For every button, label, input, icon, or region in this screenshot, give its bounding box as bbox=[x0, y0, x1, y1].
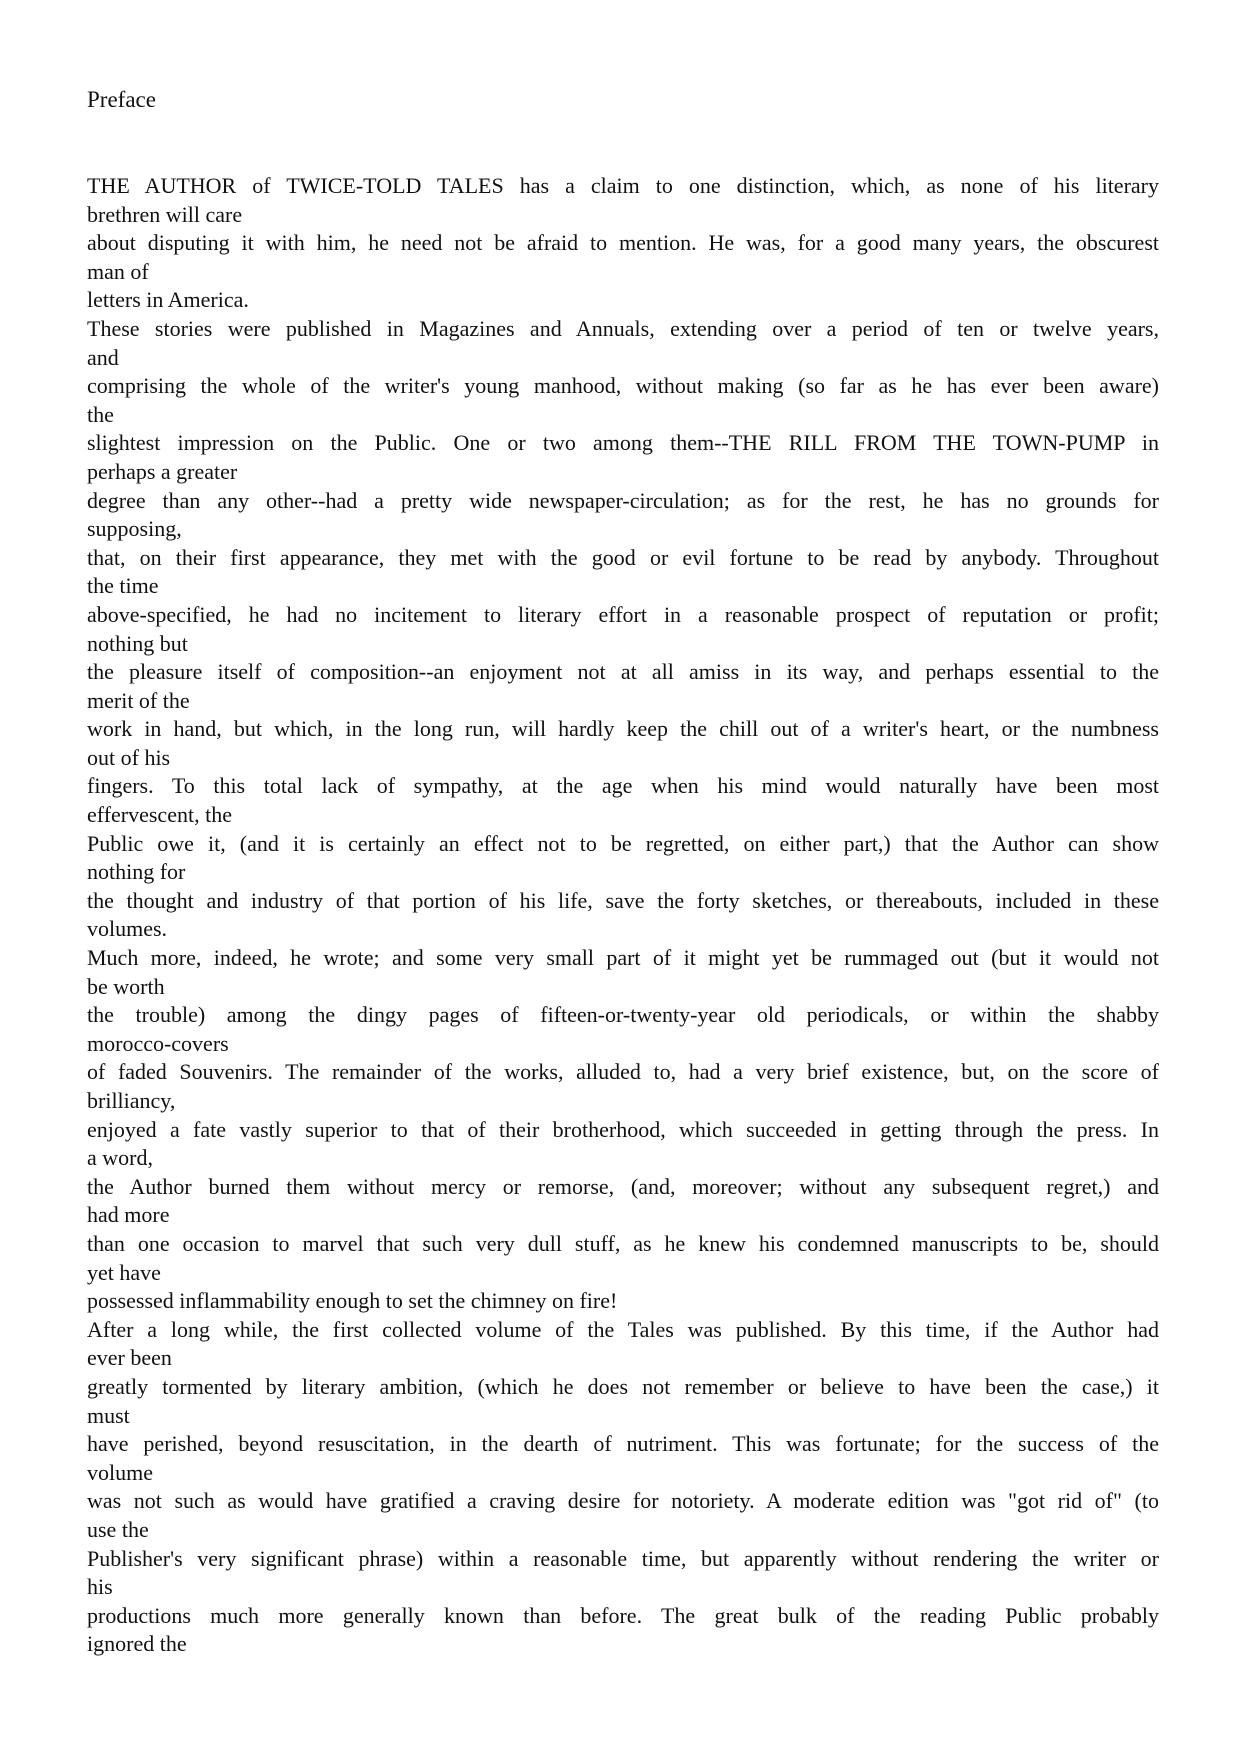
text-line: the pleasure itself of composition--an enjoyment not at all amiss in its way, and perhaps essential to the bbox=[87, 659, 1159, 685]
text-line: Publisher's very significant phrase) within a reasonable time, but apparently without rendering the writer or bbox=[87, 1545, 1159, 1571]
text-line: productions much more generally known than before. The great bulk of the reading Public probably bbox=[87, 1602, 1159, 1628]
text-line: about disputing it with him, he need not be afraid to mention. He was, for a good many years, the obscurest bbox=[87, 230, 1159, 256]
text-line: enjoyed a fate vastly superior to that of their brotherhood, which succeeded in getting through the press. In bbox=[87, 1116, 1159, 1142]
text-line: the bbox=[87, 401, 114, 427]
text-line: have perished, beyond resuscitation, in the dearth of nutriment. This was fortunate; for the success of the bbox=[87, 1431, 1159, 1457]
text-line: above-specified, he had no incitement to literary effort in a reasonable prospect of reputation or profit; bbox=[87, 601, 1159, 627]
text-line: brilliancy, bbox=[87, 1088, 176, 1113]
text-line: of faded Souvenirs. The remainder of the works, alluded to, had a very brief existence, but, on the score of bbox=[87, 1059, 1159, 1085]
text-line: Public owe it, (and it is certainly an effect not to be regretted, on either part,) that the Author can show bbox=[87, 830, 1159, 856]
text-line: THE AUTHOR of TWICE-TOLD TALES has a claim to one distinction, which, as none of his literary bbox=[87, 173, 1159, 198]
text-line: possessed inflammability enough to set the chimney on fire! bbox=[87, 1288, 618, 1314]
text-line: effervescent, the bbox=[87, 802, 232, 828]
text-line: ignored the bbox=[87, 1631, 187, 1657]
text-line: and bbox=[87, 344, 119, 370]
text-line: must bbox=[87, 1402, 130, 1428]
text-line: had more bbox=[87, 1202, 170, 1228]
text-line: the thought and industry of that portion of his life, save the forty sketches, or thereabouts, included in these bbox=[87, 887, 1159, 913]
text-line: was not such as would have gratified a craving desire for notoriety. A moderate edition was "got rid of" (to bbox=[87, 1488, 1159, 1514]
text-line: greatly tormented by literary ambition, (which he does not remember or believe to have been the case,) it bbox=[87, 1373, 1159, 1399]
text-line: perhaps a greater bbox=[87, 458, 238, 484]
text-line: nothing for bbox=[87, 859, 186, 885]
text-line: the trouble) among the dingy pages of fifteen-or-twenty-year old periodicals, or within the shabby bbox=[87, 1002, 1159, 1028]
text-line: supposing, bbox=[87, 516, 182, 542]
text-line: use the bbox=[87, 1516, 149, 1542]
text-line: a word, bbox=[87, 1145, 153, 1171]
text-line: fingers. To this total lack of sympathy, at the age when his mind would naturally have been most bbox=[87, 773, 1159, 799]
text-line: ever been bbox=[87, 1345, 172, 1371]
text-line: After a long while, the first collected volume of the Tales was published. By this time, if the Author had bbox=[87, 1316, 1159, 1342]
text-line: comprising the whole of the writer's young manhood, without making (so far as he has ever been aware) bbox=[87, 373, 1159, 399]
text-line: letters in America. bbox=[87, 287, 249, 313]
text-line: slightest impression on the Public. One or two among them--THE RILL FROM THE TOWN-PUMP in bbox=[87, 430, 1159, 456]
text-line: yet have bbox=[87, 1259, 161, 1285]
page-title: Preface bbox=[87, 87, 156, 112]
text-line: merit of the bbox=[87, 687, 190, 713]
text-line: his bbox=[87, 1574, 113, 1600]
text-line: These stories were published in Magazines and Annuals, extending over a period of ten or twelve years, bbox=[87, 315, 1159, 341]
text-line: morocco-covers bbox=[87, 1030, 229, 1056]
text-line: the Author burned them without mercy or remorse, (and, moreover; without any subsequent regret,) and bbox=[87, 1173, 1159, 1199]
text-line: the time bbox=[87, 573, 159, 599]
text-line: degree than any other--had a pretty wide newspaper-circulation; as for the rest, he has no grounds for bbox=[87, 487, 1159, 513]
text-line: volumes. bbox=[87, 916, 168, 942]
text-line: man of bbox=[87, 258, 149, 284]
text-line: nothing but bbox=[87, 630, 188, 656]
text-line: brethren will care bbox=[87, 201, 243, 227]
text-line: be worth bbox=[87, 973, 165, 999]
text-line: Much more, indeed, he wrote; and some very small part of it might yet be rummaged out (but it would not bbox=[87, 945, 1159, 971]
text-line: than one occasion to marvel that such very dull stuff, as he knew his condemned manuscripts to be, should bbox=[87, 1230, 1159, 1256]
text-line: work in hand, but which, in the long run, will hardly keep the chill out of a writer's heart, or the numbness bbox=[87, 716, 1159, 742]
preface-body bbox=[87, 172, 1159, 1659]
text-line: volume bbox=[87, 1459, 153, 1485]
text-line: out of his bbox=[87, 744, 171, 770]
text-line: that, on their first appearance, they met with the good or evil fortune to be read by anybody. Throughout bbox=[87, 544, 1159, 570]
